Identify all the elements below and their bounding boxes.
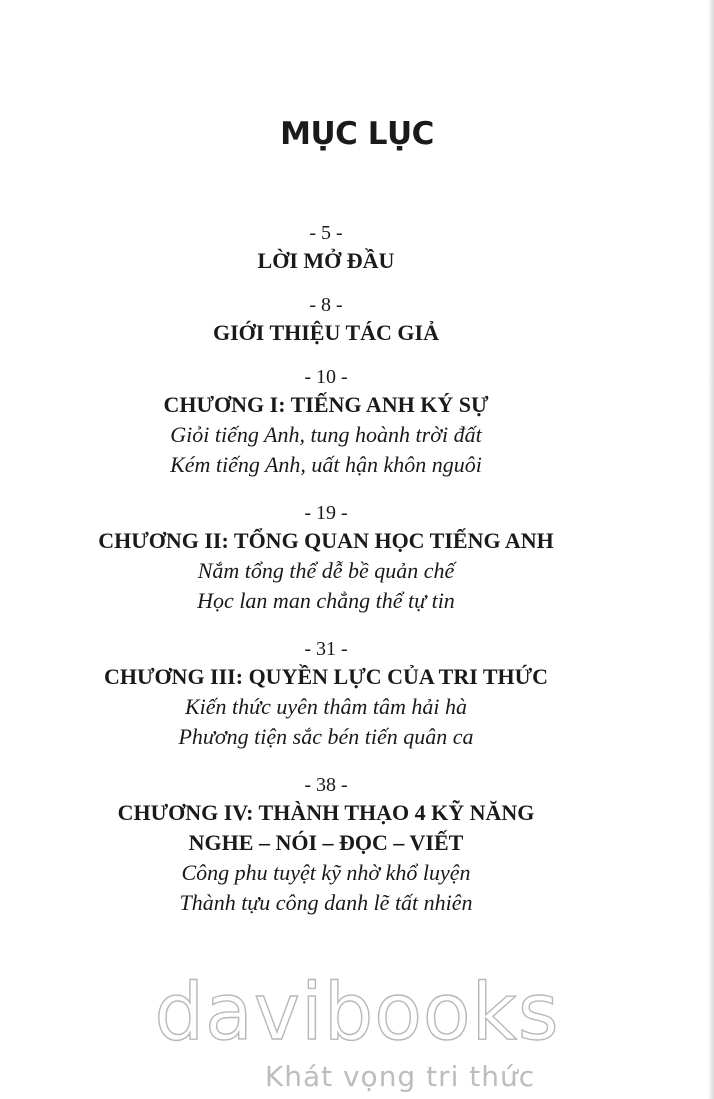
toc-entry-chapter-1 — [0, 364, 652, 480]
toc-entry-chapter-4 — [0, 772, 652, 918]
toc-subtitle-line: Phương tiện sắc bén tiến quân ca — [178, 724, 474, 749]
toc-page-number: - 31 - — [304, 638, 348, 660]
toc-entry-chapter-2 — [0, 500, 652, 616]
toc-heading: LỜI MỞ ĐẦU — [257, 248, 395, 273]
toc-subtitle-line: Công phu tuyệt kỹ nhờ khổ luyện — [181, 860, 471, 885]
toc-heading: CHƯƠNG IV: THÀNH THẠO 4 KỸ NĂNG — [117, 800, 535, 825]
toc-entry-chapter-3 — [0, 636, 652, 752]
toc-heading: CHƯƠNG III: QUYỀN LỰC CỦA TRI THỨC — [103, 664, 549, 689]
toc-page-number: - 19 - — [304, 502, 348, 524]
toc-page-number: - 10 - — [304, 366, 348, 388]
toc-page-number: - 38 - — [304, 774, 348, 796]
page-edge — [708, 0, 714, 1099]
toc-page-number: - 8 - — [309, 294, 343, 316]
page-title: MỤC LỤC — [280, 116, 434, 152]
toc-heading-continued: NGHE – NÓI – ĐỌC – VIẾT — [188, 830, 464, 855]
toc-heading: CHƯƠNG II: TỔNG QUAN HỌC TIẾNG ANH — [98, 528, 554, 553]
table-of-contents — [0, 220, 652, 934]
toc-subtitle-line: Kém tiếng Anh, uất hận khôn nguôi — [170, 452, 482, 477]
watermark-tagline: Khát vọng tri thức — [264, 1060, 536, 1093]
toc-subtitle-line: Nắm tổng thể dễ bề quản chế — [197, 558, 455, 583]
toc-subtitle-line: Học lan man chẳng thể tự tin — [197, 588, 455, 613]
toc-page-number: - 5 - — [309, 222, 343, 244]
toc-subtitle-line: Giỏi tiếng Anh, tung hoành trời đất — [170, 422, 482, 447]
watermark-brand: davibooks — [154, 968, 560, 1058]
toc-heading: GIỚI THIỆU TÁC GIẢ — [213, 320, 439, 345]
toc-subtitle-line: Thành tựu công danh lẽ tất nhiên — [179, 890, 473, 915]
toc-entry-author — [0, 292, 652, 348]
toc-heading: CHƯƠNG I: TIẾNG ANH KÝ SỰ — [163, 392, 489, 417]
toc-entry-foreword — [0, 220, 652, 276]
toc-subtitle-line: Kiến thức uyên thâm tâm hải hà — [184, 694, 468, 719]
